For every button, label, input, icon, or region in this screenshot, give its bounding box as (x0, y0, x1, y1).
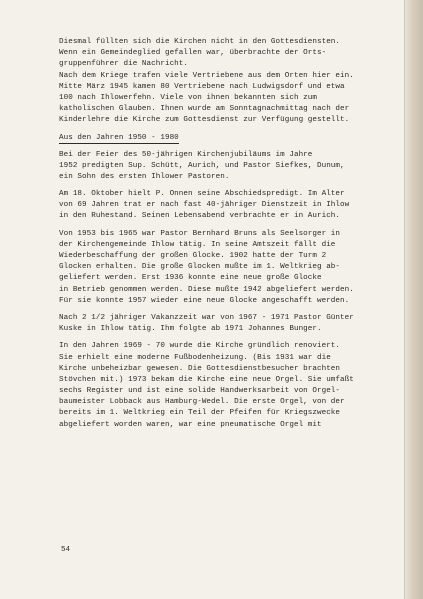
page-number: 54 (61, 546, 71, 554)
text-line: Für sie konnte 1957 wieder eine neue Glocke angeschafft werden. (59, 296, 350, 305)
text-line: Bei der Feier des 50-jährigen Kirchenjubiläums im Jahre (59, 150, 313, 159)
text-line: Kuske in Ihlow tätig. Ihm folgte ab 1971 Johannes Bunger. (59, 325, 322, 334)
text-line: in den Ruhestand. Seinen Lebensabend verbrachte er in Aurich. (59, 212, 341, 221)
paragraph-bells (59, 229, 397, 307)
text-line: Diesmal füllten sich die Kirchen nicht in den Gottesdiensten. (59, 38, 341, 46)
paragraph-farewell (59, 189, 397, 223)
text-line: Mitte März 1945 kamen 80 Vertriebene nach Ludwigsdorf und etwa (59, 82, 345, 91)
text-line: Am 18. Oktober hielt P. Onnen seine Abschiedspredigt. Im Alter (59, 190, 345, 199)
paragraph-jubilee (59, 150, 397, 184)
text-line: Wiederbeschaffung der großen Glocke. 1902 hatte der Turm 2 (59, 252, 327, 260)
text-line: Nach 2 1/2 jähriger Vakanzzeit war von 1967 - 1971 Pastor Günter (59, 313, 354, 322)
text-line: katholischen Glauben. Ihnen wurde am Sonntagnachmittag nach der (59, 105, 350, 114)
text-line: von 69 Jahren trat er nach fast 40-jähriger Dienstzeit in Ihlow (59, 201, 350, 210)
text-line: ein Sohn des ersten Ihlower Pastoren. (59, 172, 230, 181)
text-line: der Kirchengemeinde Ihlow tätig. In seine Amtszeit fällt die (59, 240, 336, 249)
text-line: bereits im 1. Weltkrieg ein Teil der Pfeifen für Kriegszwecke (59, 409, 341, 418)
text-line: sechs Register und ist eine solide Handwerksarbeit von Orgel- (59, 387, 341, 396)
text-line: Wenn ein Gemeindeglied gefallen war, überbrachte der Orts- (59, 49, 327, 58)
text-line: gruppenführer die Nachricht. (59, 60, 188, 69)
section-heading: Aus den Jahren 1950 - 1980 (59, 133, 179, 142)
text-line: Sie erhielt eine moderne Fußbodenheizung. (Bis 1931 war die (59, 353, 331, 362)
text-line: Nach dem Kriege trafen viele Vertriebene aus dem Orten hier ein. (59, 71, 354, 80)
text-line: Stövchen mit.) 1973 bekam die Kirche eine neue Orgel. Sie umfaßt (59, 375, 354, 384)
text-line: baumeister Lobback aus Hamburg-Wedel. Die erste Orgel, von der (59, 398, 345, 407)
text-line: 100 nach Ihlowerfehn. Viele von ihnen bekannten sich zum (59, 93, 317, 102)
text-line: in Betrieb genommen werden. Diese mußte 1942 abgeliefert werden. (59, 285, 354, 294)
text-line: Kirche unbeheizbar gewesen. Die Gottesdienstbesucher brachten (59, 364, 341, 373)
text-line: Kinderlehre die Kirche zum Gottesdienst zur Verfügung gestellt. (59, 116, 350, 125)
paragraph-vacancy (59, 313, 397, 335)
text-line: Von 1953 bis 1965 war Pastor Bernhard Bruns als Seelsorger in (59, 229, 341, 238)
text-line: abgeliefert worden waren, war eine pneumatische Orgel mit (59, 420, 322, 429)
intro-paragraph (59, 37, 397, 127)
text-line: In den Jahren 1969 - 70 wurde die Kirche gründlich renoviert. (59, 342, 341, 351)
page-binding-edge (404, 0, 423, 599)
page-body (59, 37, 397, 431)
paragraph-renovation (59, 341, 397, 431)
text-line: Glocken erhalten. Die große Glocken mußte im 1. Weltkrieg ab- (59, 263, 341, 272)
text-line: 1952 predigten Sup. Schütt, Aurich, und Pastor Siefkes, Dunum, (59, 161, 345, 170)
text-line: geliefert werden. Erst 1936 konnte eine neue große Glocke (59, 274, 322, 283)
